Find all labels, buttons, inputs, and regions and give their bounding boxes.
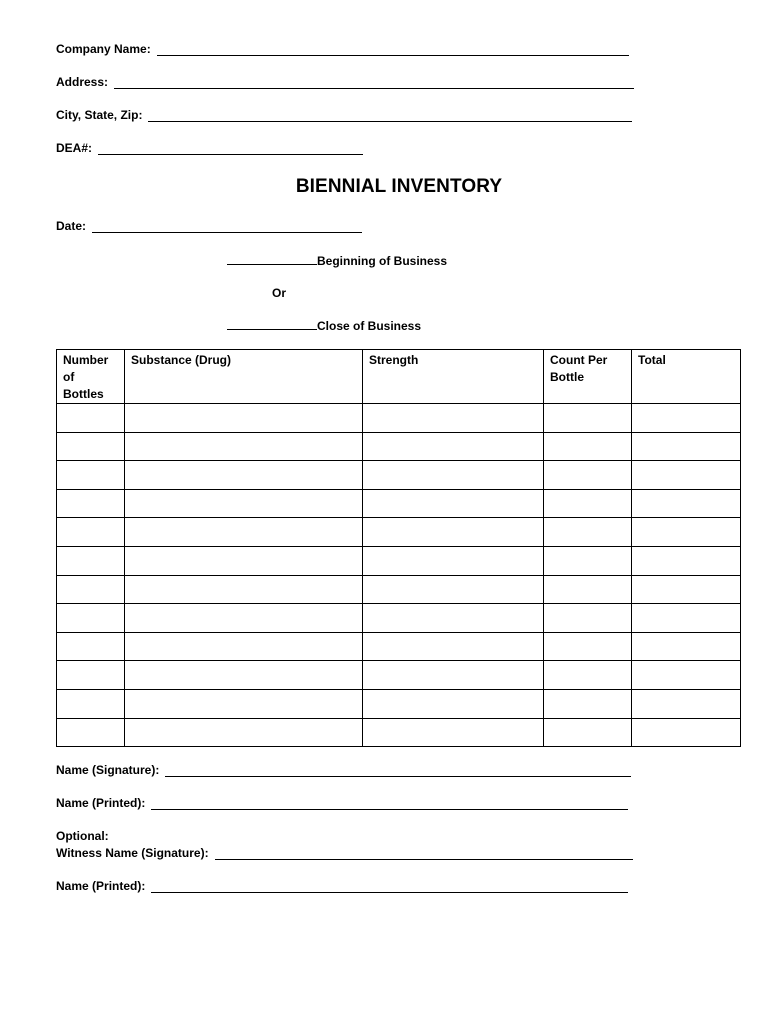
cell-number-of-bottles[interactable] xyxy=(57,461,125,490)
table-row xyxy=(57,575,741,604)
cell-count-per-bottle[interactable] xyxy=(544,718,632,747)
cell-number-of-bottles[interactable] xyxy=(57,689,125,718)
table-row xyxy=(57,546,741,575)
table-row xyxy=(57,604,741,633)
cell-total[interactable] xyxy=(632,546,741,575)
cell-substance[interactable] xyxy=(125,604,363,633)
cell-substance[interactable] xyxy=(125,575,363,604)
cell-count-per-bottle[interactable] xyxy=(544,432,632,461)
cell-number-of-bottles[interactable] xyxy=(57,604,125,633)
date-line[interactable] xyxy=(92,220,362,233)
cell-count-per-bottle[interactable] xyxy=(544,489,632,518)
table-header-row xyxy=(57,350,741,404)
cell-number-of-bottles[interactable] xyxy=(57,546,125,575)
cell-substance[interactable] xyxy=(125,432,363,461)
city-state-zip-label: City, State, Zip: xyxy=(56,108,143,122)
cell-substance[interactable] xyxy=(125,489,363,518)
dea-line[interactable] xyxy=(98,142,363,155)
table-row xyxy=(57,661,741,690)
name-printed-label: Name (Printed): xyxy=(56,796,146,810)
cell-total[interactable] xyxy=(632,632,741,661)
witness-signature-label: Witness Name (Signature): xyxy=(56,846,209,860)
cell-total[interactable] xyxy=(632,661,741,690)
cell-count-per-bottle[interactable] xyxy=(544,404,632,433)
name-printed-2-field xyxy=(56,879,628,893)
cell-substance[interactable] xyxy=(125,518,363,547)
cell-total[interactable] xyxy=(632,404,741,433)
cell-number-of-bottles[interactable] xyxy=(57,489,125,518)
cell-strength[interactable] xyxy=(363,575,544,604)
cell-number-of-bottles[interactable] xyxy=(57,432,125,461)
or-label: Or xyxy=(272,286,287,300)
cell-number-of-bottles[interactable] xyxy=(57,661,125,690)
table-row xyxy=(57,432,741,461)
cell-total[interactable] xyxy=(632,432,741,461)
cell-strength[interactable] xyxy=(363,489,544,518)
cell-strength[interactable] xyxy=(363,404,544,433)
dea-label: DEA#: xyxy=(56,141,93,155)
cell-substance[interactable] xyxy=(125,632,363,661)
cell-total[interactable] xyxy=(632,689,741,718)
header-strength: Strength xyxy=(363,350,544,404)
header-number-of-bottles: Number of Bottles xyxy=(57,350,125,404)
cell-count-per-bottle[interactable] xyxy=(544,575,632,604)
header-substance: Substance (Drug) xyxy=(125,350,363,404)
cell-strength[interactable] xyxy=(363,689,544,718)
name-printed-line[interactable] xyxy=(151,797,628,810)
cell-number-of-bottles[interactable] xyxy=(57,632,125,661)
table-row xyxy=(57,404,741,433)
cell-count-per-bottle[interactable] xyxy=(544,604,632,633)
table-row xyxy=(57,489,741,518)
table-row xyxy=(57,632,741,661)
address-line[interactable] xyxy=(114,76,634,89)
witness-signature-line[interactable] xyxy=(215,847,633,860)
beginning-blank[interactable] xyxy=(227,253,317,265)
header-count-per-bottle: Count Per Bottle xyxy=(544,350,632,404)
name-printed-2-label: Name (Printed): xyxy=(56,879,146,893)
table-row xyxy=(57,518,741,547)
cell-count-per-bottle[interactable] xyxy=(544,632,632,661)
table-row xyxy=(57,461,741,490)
cell-strength[interactable] xyxy=(363,632,544,661)
cell-count-per-bottle[interactable] xyxy=(544,546,632,575)
company-name-line[interactable] xyxy=(157,43,629,56)
close-blank[interactable] xyxy=(227,318,317,330)
cell-count-per-bottle[interactable] xyxy=(544,518,632,547)
name-printed-field xyxy=(56,796,628,810)
cell-count-per-bottle[interactable] xyxy=(544,661,632,690)
cell-total[interactable] xyxy=(632,718,741,747)
company-name-label: Company Name: xyxy=(56,42,151,56)
cell-strength[interactable] xyxy=(363,432,544,461)
cell-strength[interactable] xyxy=(363,661,544,690)
company-name-field xyxy=(56,42,629,56)
name-printed-2-line[interactable] xyxy=(151,880,628,893)
cell-substance[interactable] xyxy=(125,718,363,747)
cell-substance[interactable] xyxy=(125,546,363,575)
name-signature-line[interactable] xyxy=(165,764,631,777)
table-row xyxy=(57,718,741,747)
cell-total[interactable] xyxy=(632,461,741,490)
cell-strength[interactable] xyxy=(363,546,544,575)
inventory-table xyxy=(56,349,741,747)
address-field xyxy=(56,75,634,89)
optional-label: Optional: xyxy=(56,829,109,843)
city-state-zip-field xyxy=(56,108,632,122)
city-state-zip-line[interactable] xyxy=(148,109,632,122)
cell-total[interactable] xyxy=(632,518,741,547)
cell-substance[interactable] xyxy=(125,404,363,433)
cell-number-of-bottles[interactable] xyxy=(57,718,125,747)
cell-number-of-bottles[interactable] xyxy=(57,404,125,433)
cell-total[interactable] xyxy=(632,604,741,633)
witness-signature-field xyxy=(56,846,633,860)
cell-strength[interactable] xyxy=(363,461,544,490)
header-total: Total xyxy=(632,350,741,404)
beginning-label: Beginning of Business xyxy=(317,254,448,268)
name-signature-label: Name (Signature): xyxy=(56,763,160,777)
cell-count-per-bottle[interactable] xyxy=(544,461,632,490)
date-field xyxy=(56,219,362,233)
cell-count-per-bottle[interactable] xyxy=(544,689,632,718)
inventory-table-body xyxy=(57,404,741,747)
table-row xyxy=(57,689,741,718)
cell-total[interactable] xyxy=(632,489,741,518)
close-of-business-option xyxy=(227,318,421,333)
cell-strength[interactable] xyxy=(363,604,544,633)
page-title: BIENNIAL INVENTORY xyxy=(295,176,503,197)
name-signature-field xyxy=(56,763,631,777)
cell-total[interactable] xyxy=(632,575,741,604)
cell-strength[interactable] xyxy=(363,518,544,547)
close-label: Close of Business xyxy=(317,319,422,333)
cell-substance[interactable] xyxy=(125,461,363,490)
dea-field xyxy=(56,141,363,155)
cell-strength[interactable] xyxy=(363,718,544,747)
date-label: Date: xyxy=(56,219,87,233)
cell-number-of-bottles[interactable] xyxy=(57,575,125,604)
address-label: Address: xyxy=(56,75,109,89)
cell-number-of-bottles[interactable] xyxy=(57,518,125,547)
cell-substance[interactable] xyxy=(125,689,363,718)
cell-substance[interactable] xyxy=(125,661,363,690)
beginning-of-business-option xyxy=(227,253,447,268)
